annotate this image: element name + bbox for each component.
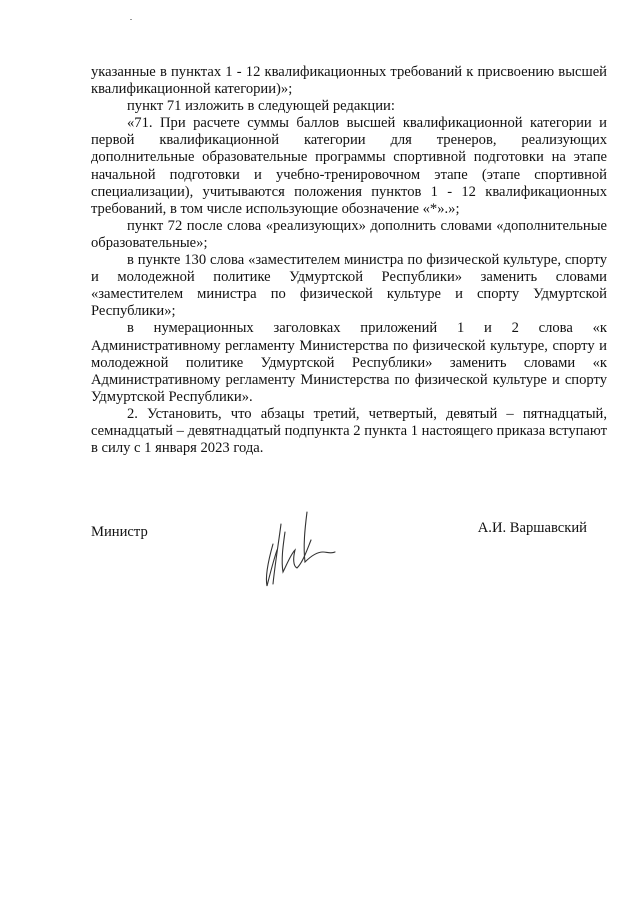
document-body <box>91 64 607 457</box>
paragraph-item-71-text: «71. При расчете суммы баллов высшей квалификационной категории и первой квалификационной категории для тренеров, реализующих дополнительные образовательные программы спортивной подготовки на этапе начальной подготовки и учебно-тренировочном этапе (этапе спортивной специализации), учитываются положения пунктов 1 - 12 квалификационных требований, в том числе использующие обозначение «*».»; <box>91 115 607 217</box>
paragraph-appendix-headings: в нумерационных заголовках приложений 1 и 2 слова «к Административному регламенту Министерства по физической культуре, спорту и молодежной политике Удмуртской Республики» заменить словами «к Административному регламенту Министерства по физической культуре и спорту Удмуртской Республики». <box>91 320 607 405</box>
scan-speck <box>130 19 132 20</box>
handwritten-signature <box>259 506 341 596</box>
signer-title: Министр <box>91 524 148 540</box>
signer-name: А.И. Варшавский <box>477 520 587 536</box>
paragraph-item-130: в пункте 130 слова «заместителем министра по физической культуре, спорту и молодежной политике Удмуртской Республики» заменить словами «заместителем министра по физической культуре и спорту Удмуртской Республики»; <box>91 252 607 320</box>
paragraph-continuation: указанные в пунктах 1 - 12 квалификационных требований к присвоению высшей квалификационной категории)»; <box>91 64 607 98</box>
paragraph-item-71-intro: пункт 71 изложить в следующей редакции: <box>127 98 395 115</box>
paragraph-section-2: 2. Установить, что абзацы третий, четвертый, девятый – пятнадцатый, семнадцатый – девятнадцатый подпункта 2 пункта 1 настоящего приказа вступают в силу с 1 января 2023 года. <box>91 405 607 457</box>
signature-block <box>91 520 607 610</box>
paragraph-item-72: пункт 72 после слова «реализующих» дополнить словами «дополнительные образовательные»; <box>91 217 607 251</box>
